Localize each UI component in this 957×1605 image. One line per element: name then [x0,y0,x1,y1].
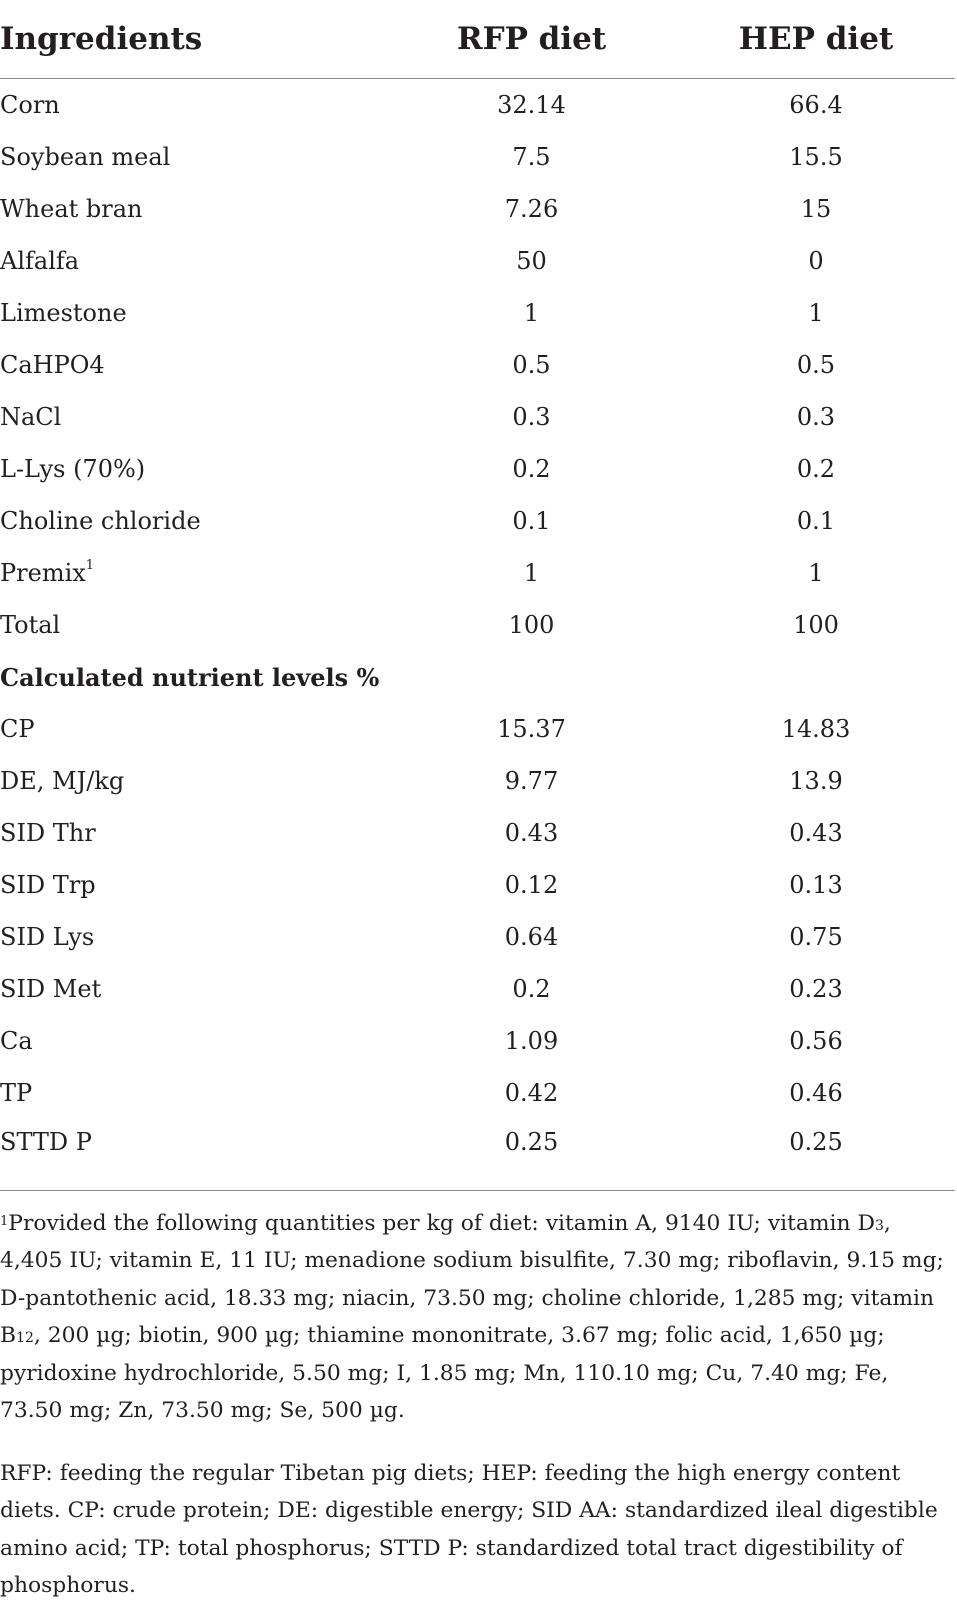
table-row [0,911,955,963]
table-bottom-rule [0,1190,955,1191]
nutrient-name: SID Met [0,975,102,1003]
rfp-value: 32.14 [497,91,566,119]
hep-value: 1 [808,299,824,327]
table-row [0,235,955,287]
table-row [0,1015,955,1067]
nutrient-name: CP [0,715,35,743]
table-row [0,287,955,339]
rfp-value: 1.09 [504,1027,559,1055]
subscript: 12 [16,1330,34,1347]
ingredient-name: Alfalfa [0,247,80,275]
rfp-value: 7.26 [504,195,559,223]
table-row [0,859,955,911]
header-hep-diet: HEP diet [677,0,955,79]
table-row [0,963,955,1015]
hep-value: 0.2 [796,455,836,483]
rfp-value: 0.2 [512,975,551,1003]
ingredient-name: Wheat bran [0,195,143,223]
ingredient-name: CaHPO4 [0,351,105,379]
rfp-value: 1 [523,559,540,587]
footnote-text: , 4,405 IU; vitamin E, 11 IU; menadione sodium bisulfite, 7.30 mg; riboflavin, 9.15 mg; D-pantothenic acid, 18.33 mg; niacin, 73.50 mg; choline chloride, 1,285 mg; vitamin B [0,1211,944,1349]
hep-value: 0 [808,247,824,275]
ingredient-name: Soybean meal [0,143,171,171]
ingredient-name: Choline chloride [0,507,201,535]
table-row [0,1119,955,1169]
table-row [0,547,955,599]
hep-value: 14.83 [781,715,851,743]
nutrient-name: DE, MJ/kg [0,767,125,795]
rfp-value: 15.37 [497,715,566,743]
nutrient-name: Ca [0,1027,33,1055]
rfp-value: 0.42 [504,1079,559,1107]
subscript: 3 [874,1218,884,1234]
ingredient-name: Premix [0,559,86,587]
rfp-value: 0.43 [504,819,559,847]
hep-value: 15 [800,195,832,223]
rfp-value: 0.64 [504,923,559,951]
nutrient-name: SID Trp [0,871,96,899]
hep-value: 0.43 [789,819,843,847]
hep-value: 13.9 [789,767,843,795]
rfp-value: 50 [516,247,547,275]
hep-value: 0.23 [789,975,843,1003]
premix-footnote [0,1205,955,1429]
abbreviations-footnote: RFP: feeding the regular Tibetan pig diets; HEP: feeding the high energy content diets. CP: crude protein; DE: digestible energy; SID AA: standardized ileal digestible amino acid; TP: total phosphorus; STTD P: standardized total tract digestibility of phosphorus. [0,1461,938,1599]
table-row [0,391,955,443]
ingredient-name: Corn [0,91,60,119]
footnote-text: , 200 µg; biotin, 900 µg; thiamine mononitrate, 3.67 mg; folic acid, 1,650 µg; pyridoxine hydrochloride, 5.50 mg; I, 1.85 mg; Mn, 110.10 mg; Cu, 7.40 mg; Fe, 73.50 mg; Zn, 73.50 mg; Se, 500 µg. [0,1323,889,1424]
footnote-marker: 1 [85,558,95,573]
hep-value: 0.3 [796,403,836,431]
hep-value: 0.25 [789,1128,843,1156]
rfp-value: 7.5 [512,143,551,171]
hep-value: 100 [793,611,839,639]
rfp-value: 9.77 [504,767,559,795]
rfp-value: 100 [508,611,555,639]
table-row-total [0,599,955,651]
table-row [0,131,955,183]
rfp-value: 0.12 [504,871,559,899]
rfp-value: 0.5 [512,351,551,379]
nutrient-name: SID Thr [0,819,96,847]
section-label: Calculated nutrient levels % [0,662,380,692]
rfp-value: 1 [523,299,540,327]
table-row [0,1067,955,1119]
nutrient-name: SID Lys [0,923,95,951]
hep-value: 1 [808,559,824,587]
hep-value: 0.13 [789,871,843,899]
table-row [0,183,955,235]
table-header-row [0,0,955,79]
section-row [0,651,955,703]
ingredient-name: L-Lys (70%) [0,455,146,483]
ingredient-name: NaCl [0,403,62,431]
ingredient-name: Total [0,611,61,639]
rfp-value: 0.2 [512,455,551,483]
table-row [0,339,955,391]
hep-value: 0.1 [796,507,836,535]
hep-value: 0.46 [789,1079,843,1107]
table-row [0,443,955,495]
hep-value: 15.5 [789,143,843,171]
ingredient-name: Limestone [0,299,127,327]
hep-value: 0.75 [789,923,843,951]
hep-value: 0.5 [796,351,836,379]
rfp-value: 0.3 [512,403,551,431]
footnote-marker: 1 [0,1214,9,1229]
table-row [0,79,955,132]
footnote-text: Provided the following quantities per kg of diet: vitamin A, 9140 IU; vitamin D [8,1211,875,1236]
rfp-value: 0.1 [512,507,551,535]
nutrient-name: STTD P [0,1128,92,1156]
header-rfp-diet: RFP diet [386,0,677,79]
table-row [0,495,955,547]
header-ingredients: Ingredients [0,0,386,79]
hep-value: 66.4 [789,91,843,119]
rfp-value: 0.25 [504,1128,559,1156]
table-row [0,755,955,807]
ingredient-name-cell [0,547,386,599]
table-row [0,807,955,859]
hep-value: 0.56 [789,1027,843,1055]
nutrient-name: TP [0,1079,33,1107]
table-row [0,703,955,755]
